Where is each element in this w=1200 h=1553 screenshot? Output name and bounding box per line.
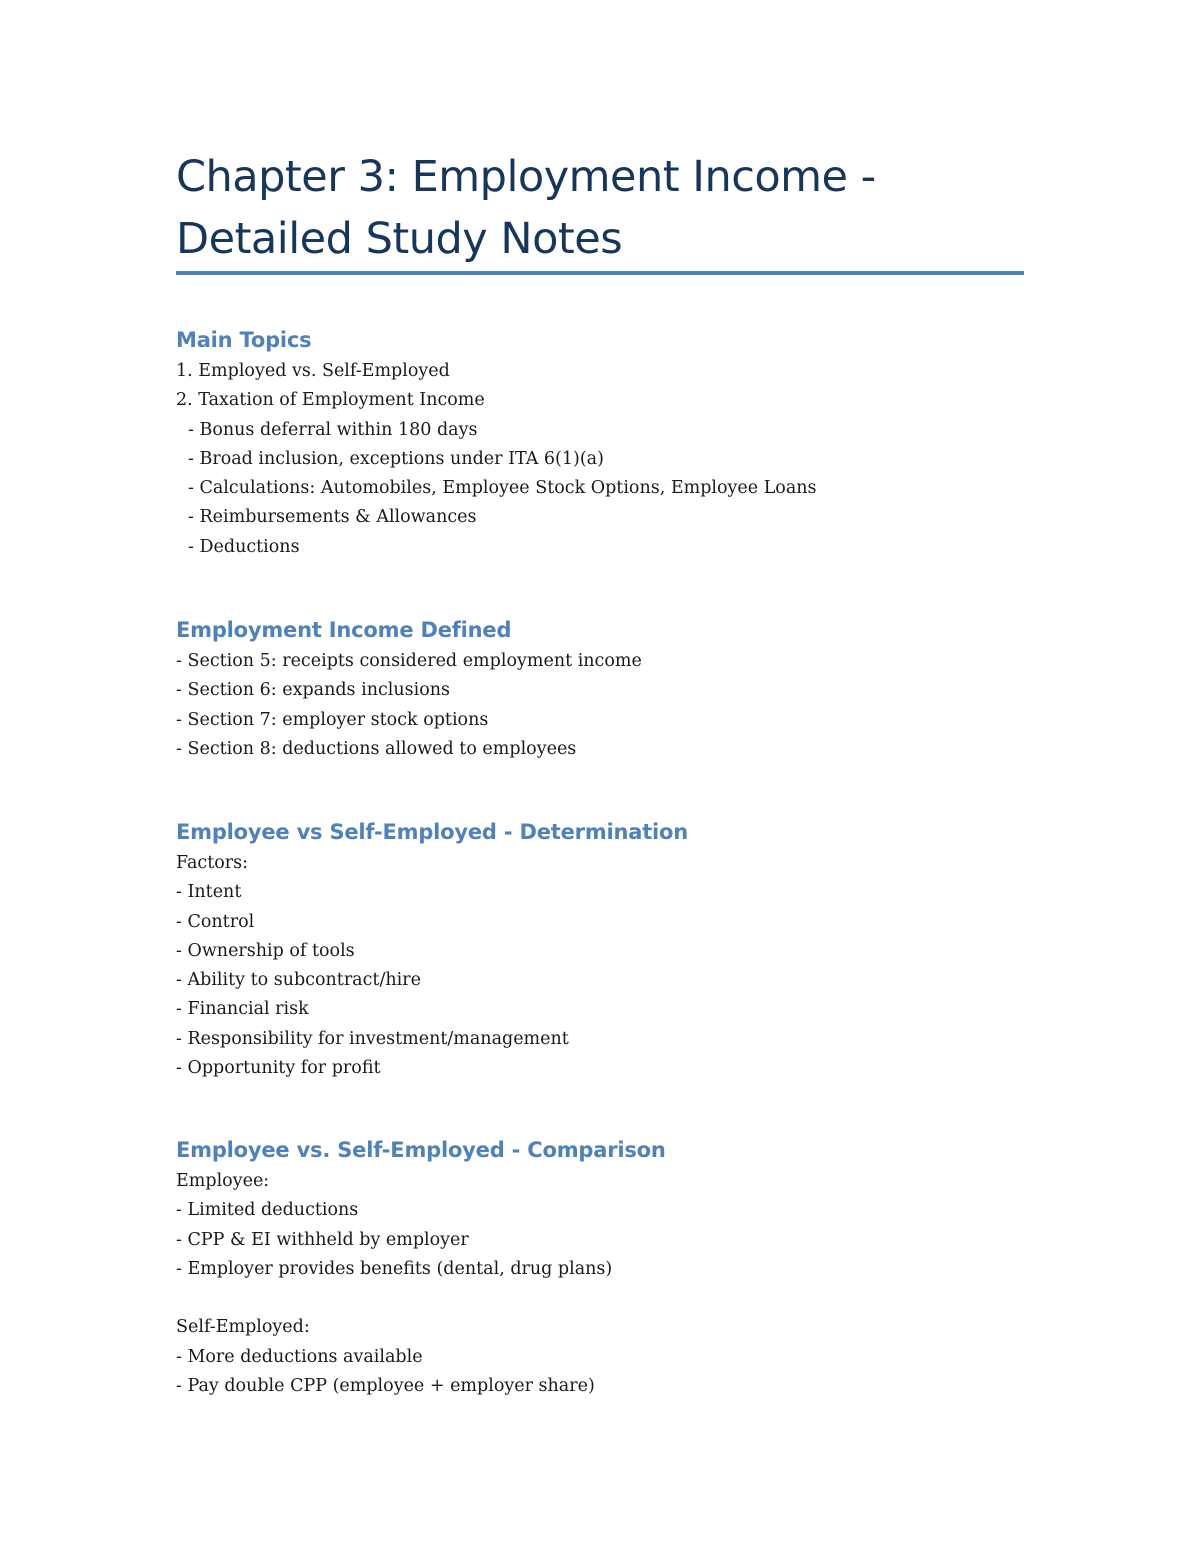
- document-title-line-2: Detailed Study Notes: [176, 214, 623, 264]
- list-item: - Responsibility for investment/management: [176, 1028, 569, 1049]
- list-item: - Section 5: receipts considered employment income: [176, 651, 642, 671]
- list-item: - Employer provides benefits (dental, drug plans): [176, 1258, 613, 1279]
- list-item: - Opportunity for profit: [176, 1058, 381, 1079]
- document-title: [176, 146, 1036, 270]
- section-determination: [176, 815, 1036, 1083]
- title-underline-rule: [176, 271, 1024, 275]
- list-item: - Section 8: deductions allowed to employees: [176, 738, 577, 759]
- list-item: 2. Taxation of Employment Income: [176, 390, 485, 411]
- section-main-topics: [176, 323, 1036, 562]
- section-heading-determination: Employee vs Self-Employed - Determination: [176, 820, 689, 844]
- list-item: - Section 6: expands inclusions: [176, 680, 450, 701]
- section-comparison: [176, 1133, 1036, 1401]
- list-item: - Section 7: employer stock options: [176, 709, 489, 730]
- document-title-line-1: Chapter 3: Employment Income -: [176, 152, 876, 202]
- section-heading-main-topics: Main Topics: [176, 328, 312, 352]
- sub-list-item: - Broad inclusion, exceptions under ITA 6(1)(a): [188, 448, 604, 469]
- list-item: 1. Employed vs. Self-Employed: [176, 361, 450, 381]
- list-item: - Limited deductions: [176, 1200, 359, 1221]
- employee-label: Employee:: [176, 1171, 270, 1191]
- factors-label: Factors:: [176, 853, 248, 873]
- sub-list-item: - Reimbursements & Allowances: [188, 507, 477, 528]
- list-item: - Financial risk: [176, 999, 309, 1020]
- sub-list-item: - Deductions: [188, 536, 300, 557]
- sub-list-item: - Bonus deferral within 180 days: [188, 419, 478, 440]
- list-item: - Control: [176, 911, 255, 932]
- list-item: - CPP & EI withheld by employer: [176, 1229, 469, 1250]
- section-heading-comparison: Employee vs. Self-Employed - Comparison: [176, 1138, 666, 1162]
- list-item: - Pay double CPP (employee + employer share): [176, 1376, 595, 1397]
- list-item: - Intent: [176, 882, 242, 903]
- list-item: - More deductions available: [176, 1346, 423, 1367]
- section-employment-income-defined: [176, 613, 1036, 764]
- list-item: - Ability to subcontract/hire: [176, 970, 421, 991]
- sub-list-item: - Calculations: Automobiles, Employee Stock Options, Employee Loans: [188, 478, 817, 499]
- paragraph-spacer: [176, 1284, 1036, 1313]
- self-employed-label: Self-Employed:: [176, 1317, 310, 1338]
- section-heading-employment-income-defined: Employment Income Defined: [176, 618, 512, 642]
- list-item: - Ownership of tools: [176, 940, 355, 961]
